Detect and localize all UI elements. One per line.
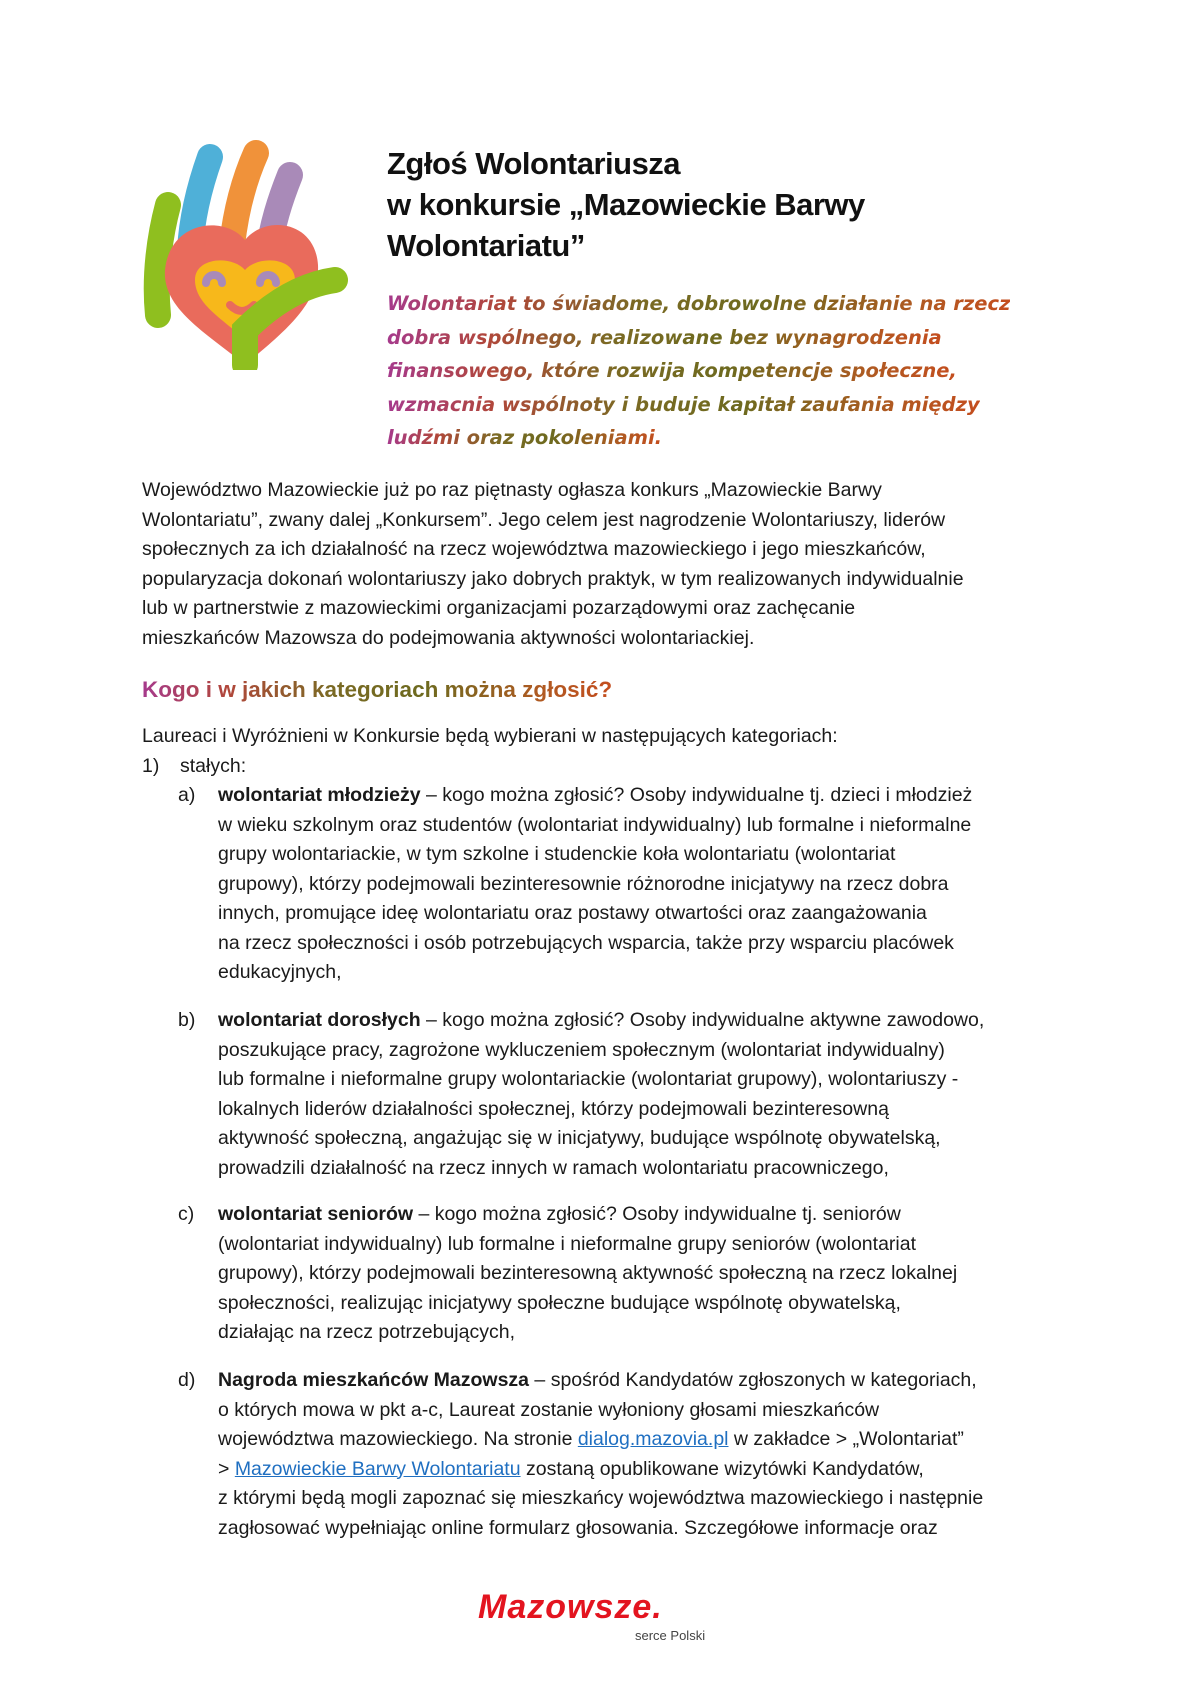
item-line: na rzecz społeczności i osób potrzebujących wsparcia, także przy wsparciu placówek [218,931,954,954]
intro-line: Województwo Mazowieckie już po raz piętnasty ogłasza konkurs „Mazowieckie Barwy [142,479,882,501]
item-text: > [218,1457,235,1480]
title-line: Zgłoś Wolontariusza [387,146,681,181]
intro-line: Wolontariatu”, zwany dalej „Konkursem”. Jego celem jest nagrodzenie Wolontariuszy, liderów [142,508,946,531]
hand-heart-logo-icon [140,135,350,370]
brand-name: Mazowsze. [478,1588,663,1626]
brand-tagline: serce Polski [635,1628,706,1643]
item-line: lub formalne i nieformalne grupy wolontariackie (wolontariat grupowy), wolontariuszy - [218,1068,959,1090]
item-line: grupowy), którzy podejmowali bezinteresowną aktywność społeczną na rzecz lokalnej [218,1262,958,1284]
category-item-b [178,1006,1078,1183]
intro-line: popularyzacja dokonań wolontariuszy jako dobrych praktyk, w tym realizowanych indywidualnie [142,567,964,590]
category-name: wolontariat seniorów [218,1203,414,1225]
item-line: prowadzili działalność na rzecz innych w ramach wolontariatu pracowniczego, [218,1156,889,1179]
lead-text: Laureaci i Wyróżnieni w Konkursie będą wybierani w następujących kategoriach: [142,725,838,747]
category-name: Nagroda mieszkańców Mazowsza [218,1369,530,1391]
section-lead [142,722,838,781]
list-item-1 [142,752,838,782]
item-line: o których mowa w pkt a-c, Laureat zostanie wyłoniony głosami mieszkańców [218,1398,880,1421]
motto-line: wzmacnia wspólnoty i buduje kapitał zaufania między [387,388,980,422]
list-number: 1) [142,754,160,777]
category-name: wolontariat dorosłych [218,1009,421,1031]
item-line: działając na rzecz potrzebujących, [218,1321,515,1343]
intro-line: społecznych za ich działalność na rzecz województwa mazowieckiego i jego mieszkańców, [142,538,926,560]
motto-line: finansowego, które rozwija kompetencje społeczne, [387,354,957,388]
item-line: innych, promujące ideę wolontariatu oraz postawy otwartości oraz zaangażowania [218,902,927,924]
list-label: stałych: [180,754,247,777]
motto-line: dobra wspólnego, realizowane bez wynagrodzenia [387,321,942,355]
motto-quote [387,287,1067,455]
item-letter: d) [178,1369,196,1391]
item-line: społeczności, realizując inicjatywy społeczne budujące wspólnotę obywatelską, [218,1291,901,1314]
item-line: z którymi będą mogli zapoznać się mieszkańcy województwa mazowieckiego i następnie [218,1487,984,1509]
item-line: zagłosować wypełniając online formularz głosowania. Szczegółowe informacje oraz [218,1516,938,1539]
intro-line: mieszkańców Mazowsza do podejmowania aktywności wolontariackiej. [142,626,755,649]
mazowieckie-barwy-link[interactable]: Mazowieckie Barwy Wolontariatu [234,1457,521,1480]
item-line: aktywność społeczną, angażując się w inicjatywy, budujące wspólnotę obywatelską, [218,1127,941,1149]
motto-line: Wolontariat to świadome, dobrowolne działanie na rzecz [387,287,1010,321]
item-line: poszukujące pracy, zagrożone wykluczeniem społecznym (wolontariat indywidualny) [218,1038,945,1061]
item-line: grupy wolontariackie, w tym szkolne i studenckie koła wolontariatu (wolontariat [218,843,896,865]
item-line: w wieku szkolnym oraz studentów (wolontariat indywidualny) lub formalne i nieformalne [218,813,972,836]
section-heading [142,675,612,705]
item-line: lokalnych liderów działalności społecznej, którzy podejmowali bezinteresowną [218,1097,889,1120]
page-title [387,143,1037,266]
category-item-c [178,1200,1078,1348]
category-name: wolontariat młodzieży [218,784,421,806]
item-letter: c) [178,1203,195,1225]
item-text: – kogo można zgłosić? Osoby indywidualne tj. dzieci i młodzież [420,784,973,806]
item-line: (wolontariat indywidualny) lub formalne i nieformalne grupy seniorów (wolontariat [218,1232,917,1255]
item-text: w zakładce > „Wolontariat” [728,1428,964,1450]
intro-line: lub w partnerstwie z mazowieckimi organizacjami pozarządowymi oraz zachęcanie [142,597,856,619]
category-item-a [178,781,1078,988]
section-heading-text: Kogo i w jakich kategoriach można zgłosić? [142,675,612,705]
item-text: – spośród Kandydatów zgłoszonych w kategoriach, [529,1369,977,1391]
intro-paragraph [142,476,1062,653]
item-text: – kogo można zgłosić? Osoby indywidualne tj. seniorów [413,1203,901,1225]
item-text: zostaną opublikowane wizytówki Kandydatów, [520,1457,924,1480]
item-letter: b) [178,1009,196,1031]
item-letter: a) [178,784,196,806]
dialog-mazovia-link[interactable]: dialog.mazovia.pl [577,1428,729,1450]
motto-line: ludźmi oraz pokoleniami. [387,421,662,455]
title-line: Wolontariatu” [387,228,585,263]
item-text: województwa mazowieckiego. Na stronie [218,1428,578,1450]
item-line: grupowy), którzy podejmowali bezinteresownie różnorodne inicjatywy na rzecz dobra [218,872,949,895]
category-item-d [178,1366,1078,1543]
title-line: w konkursie „Mazowieckie Barwy [387,187,865,222]
mazowsze-logo [478,1588,728,1648]
item-text: – kogo można zgłosić? Osoby indywidualne aktywne zawodowo, [420,1009,985,1031]
item-line: edukacyjnych, [218,961,342,983]
